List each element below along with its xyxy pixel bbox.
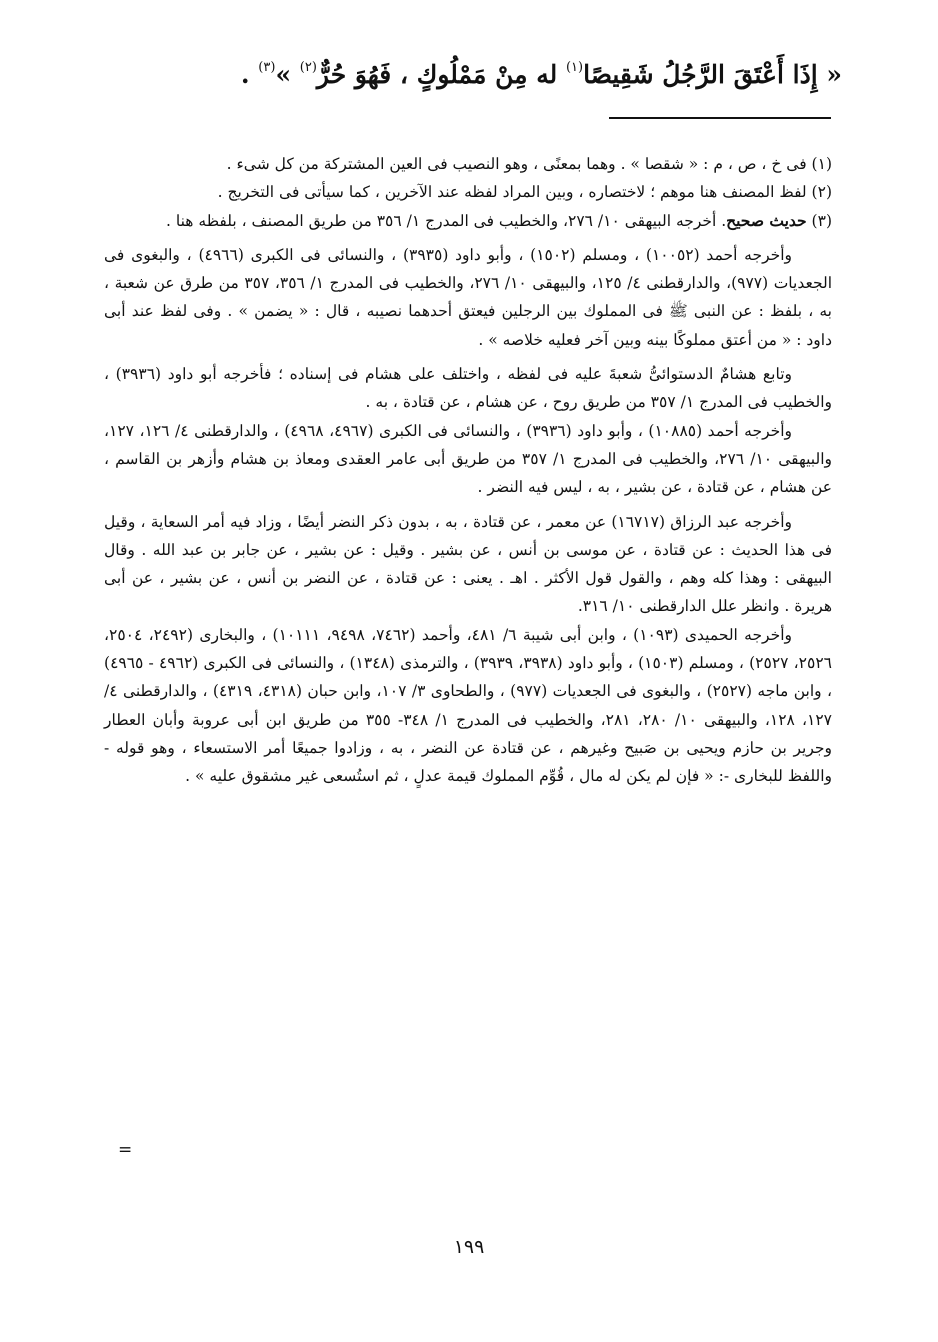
close-quote: » <box>275 60 300 89</box>
footnote-ref-3[interactable]: (٣) <box>258 60 276 75</box>
footnote-3-text: . أخرجه البيهقى ١٠/ ٢٧٦، والخطيب فى المدرج ١/ ٣٥٦ من طريق المصنف ، بلفظه هنا . <box>166 211 727 230</box>
footnote-1: (١) فى خ ، ص ، م : « شقصا » . وهما بمعنًى ، وهو النصيب فى العين المشتركة من كل شىء . <box>226 155 832 173</box>
footnote-3-number: (٣) <box>806 211 832 230</box>
hadith-end: . <box>240 60 259 89</box>
continuation-mark: = <box>118 1140 133 1160</box>
footnotes-section <box>104 150 832 791</box>
footnote-separator <box>609 117 831 119</box>
open-quote: « <box>826 60 842 89</box>
takhrij-paragraph-1: وأخرجه أحمد (١٠٠٥٢) ، ومسلم (١٥٠٢) ، وأبو داود (٣٩٣٥) ، والنسائى فى الكبرى (٤٩٦٦) ، والبغوى فى الجعديات (٩٧٧)، والدارقطنى ٤/ ١٢٥، والبيهقى ١٠/ ٢٧٦، والخطيب فى المدرج ١/ ٣٥٦، ٣٥٧ من طرق عن شعبة ، به ، بلفظ : عن النبى ﷺ فى المملوك بين الرجلين فيعتق أحدهما نصيبه ، قال : « يضمن » . وفى لفظ عند أبى داود : « من أعتق مملوكًا بينه وبين آخر فعليه خلاصه » . <box>104 245 832 349</box>
hadith-part-2: له مِنْ مَمْلُوكٍ ، فَهُوَ حُرٌّ <box>316 60 566 89</box>
takhrij-paragraph-5: وأخرجه الحميدى (١٠٩٣) ، وابن أبى شيبة ٦/ ٤٨١، وأحمد (٧٤٦٢، ٩٤٩٨، ١٠١١١) ، والبخارى (٢٤٩٢، ٢٥٠٤، ٢٥٢٦، ٢٥٢٧) ، ومسلم (١٥٠٣) ، وأبو داود (٣٩٣٨، ٣٩٣٩) ، والترمذى (١٣٤٨) ، والنسائى فى الكبرى (٤٩٦٢ - ٤٩٦٥) ، وابن ماجه (٢٥٢٧) ، والبغوى فى الجعديات (٩٧٧) ، والطحاوى ٣/ ١٠٧، وابن حبان (٤٣١٨، ٤٣١٩) ، والدارقطنى ٤/ ١٢٧، ١٢٨، والبيهقى ١٠/ ٢٨٠، ٢٨١، والخطيب فى المدرج ١/ ٣٤٨- ٣٥٥ من طريق ابن أبى عروبة وأبان العطار وجرير بن حازم ويحيى بن صَبيح وغيرهم ، عن قتادة عن النضر ، به ، وزادوا جميعًا أمر الاستسعاء ، وهو قوله - واللفظ للبخارى -: « فإن لم يكن له مال ، قُوِّم المملوك قيمة عدلٍ ، ثم استُسعى غير مشقوق عليه » . <box>104 625 833 786</box>
footnote-ref-2[interactable]: (٢) <box>299 60 317 75</box>
page-number: ١٩٩ <box>453 1236 485 1258</box>
hadith-part-1: إِذَا أَعْتَقَ الرَّجُلُ شَقِيصًا <box>583 60 818 89</box>
takhrij-paragraph-2: وتابع هشامٌ الدستوائىُّ شعبةَ عليه فى لفظه ، واختلف على هشام فى إسناده ؛ فأخرجه أبو داود (٣٩٣٦) ، والخطيب فى المدرج ١/ ٣٥٧ من طريق روح ، عن هشام ، عن قتادة ، به . <box>104 365 832 412</box>
footnote-2: (٢) لفظ المصنف هنا موهم ؛ لاختصاره ، وبين المراد لفظه عند الآخرين ، كما سيأتى فى التخريج . <box>217 183 832 202</box>
takhrij-paragraph-3: وأخرجه أحمد (١٠٨٨٥) ، وأبو داود (٣٩٣٦) ، والنسائى فى الكبرى (٤٩٦٧، ٤٩٦٨) ، والدارقطنى ٤/ ١٢٦، ١٢٧، والبيهقى ١٠/ ٢٧٦، والخطيب فى المدرج ١/ ٣٥٧ من طريق أبى عامر العقدى ومعاذ بن هشام وأزهر بن القاسم ، عن هشام ، عن قتادة ، عن بشير ، به ، ليس فيه النضر . <box>104 421 832 497</box>
footnote-3-verdict: حديث صحيح <box>726 210 807 230</box>
takhrij-paragraph-4: وأخرجه عبد الرزاق (١٦٧١٧) عن معمر ، عن قتادة ، به ، بدون ذكر النضر أيضًا ، وزاد فيه أمر السعاية ، وقيل فى هذا الحديث : عن قتادة ، عن موسى بن أنس ، عن بشير . وقيل : عن بشير ، عن جابر بن عبد الله . وقال البيهقى : وهذا كله وهم ، والقول قول الأكثر . اهـ . يعنى : عن قتادة ، عن النضر بن أنس ، عن بشير ، عن أبى هريرة . وانظر علل الدارقطنى ١٠/ ٣١٦. <box>104 512 832 616</box>
hadith-text <box>200 48 842 95</box>
footnote-3 <box>104 207 832 235</box>
footnote-ref-1[interactable]: (١) <box>565 60 584 75</box>
